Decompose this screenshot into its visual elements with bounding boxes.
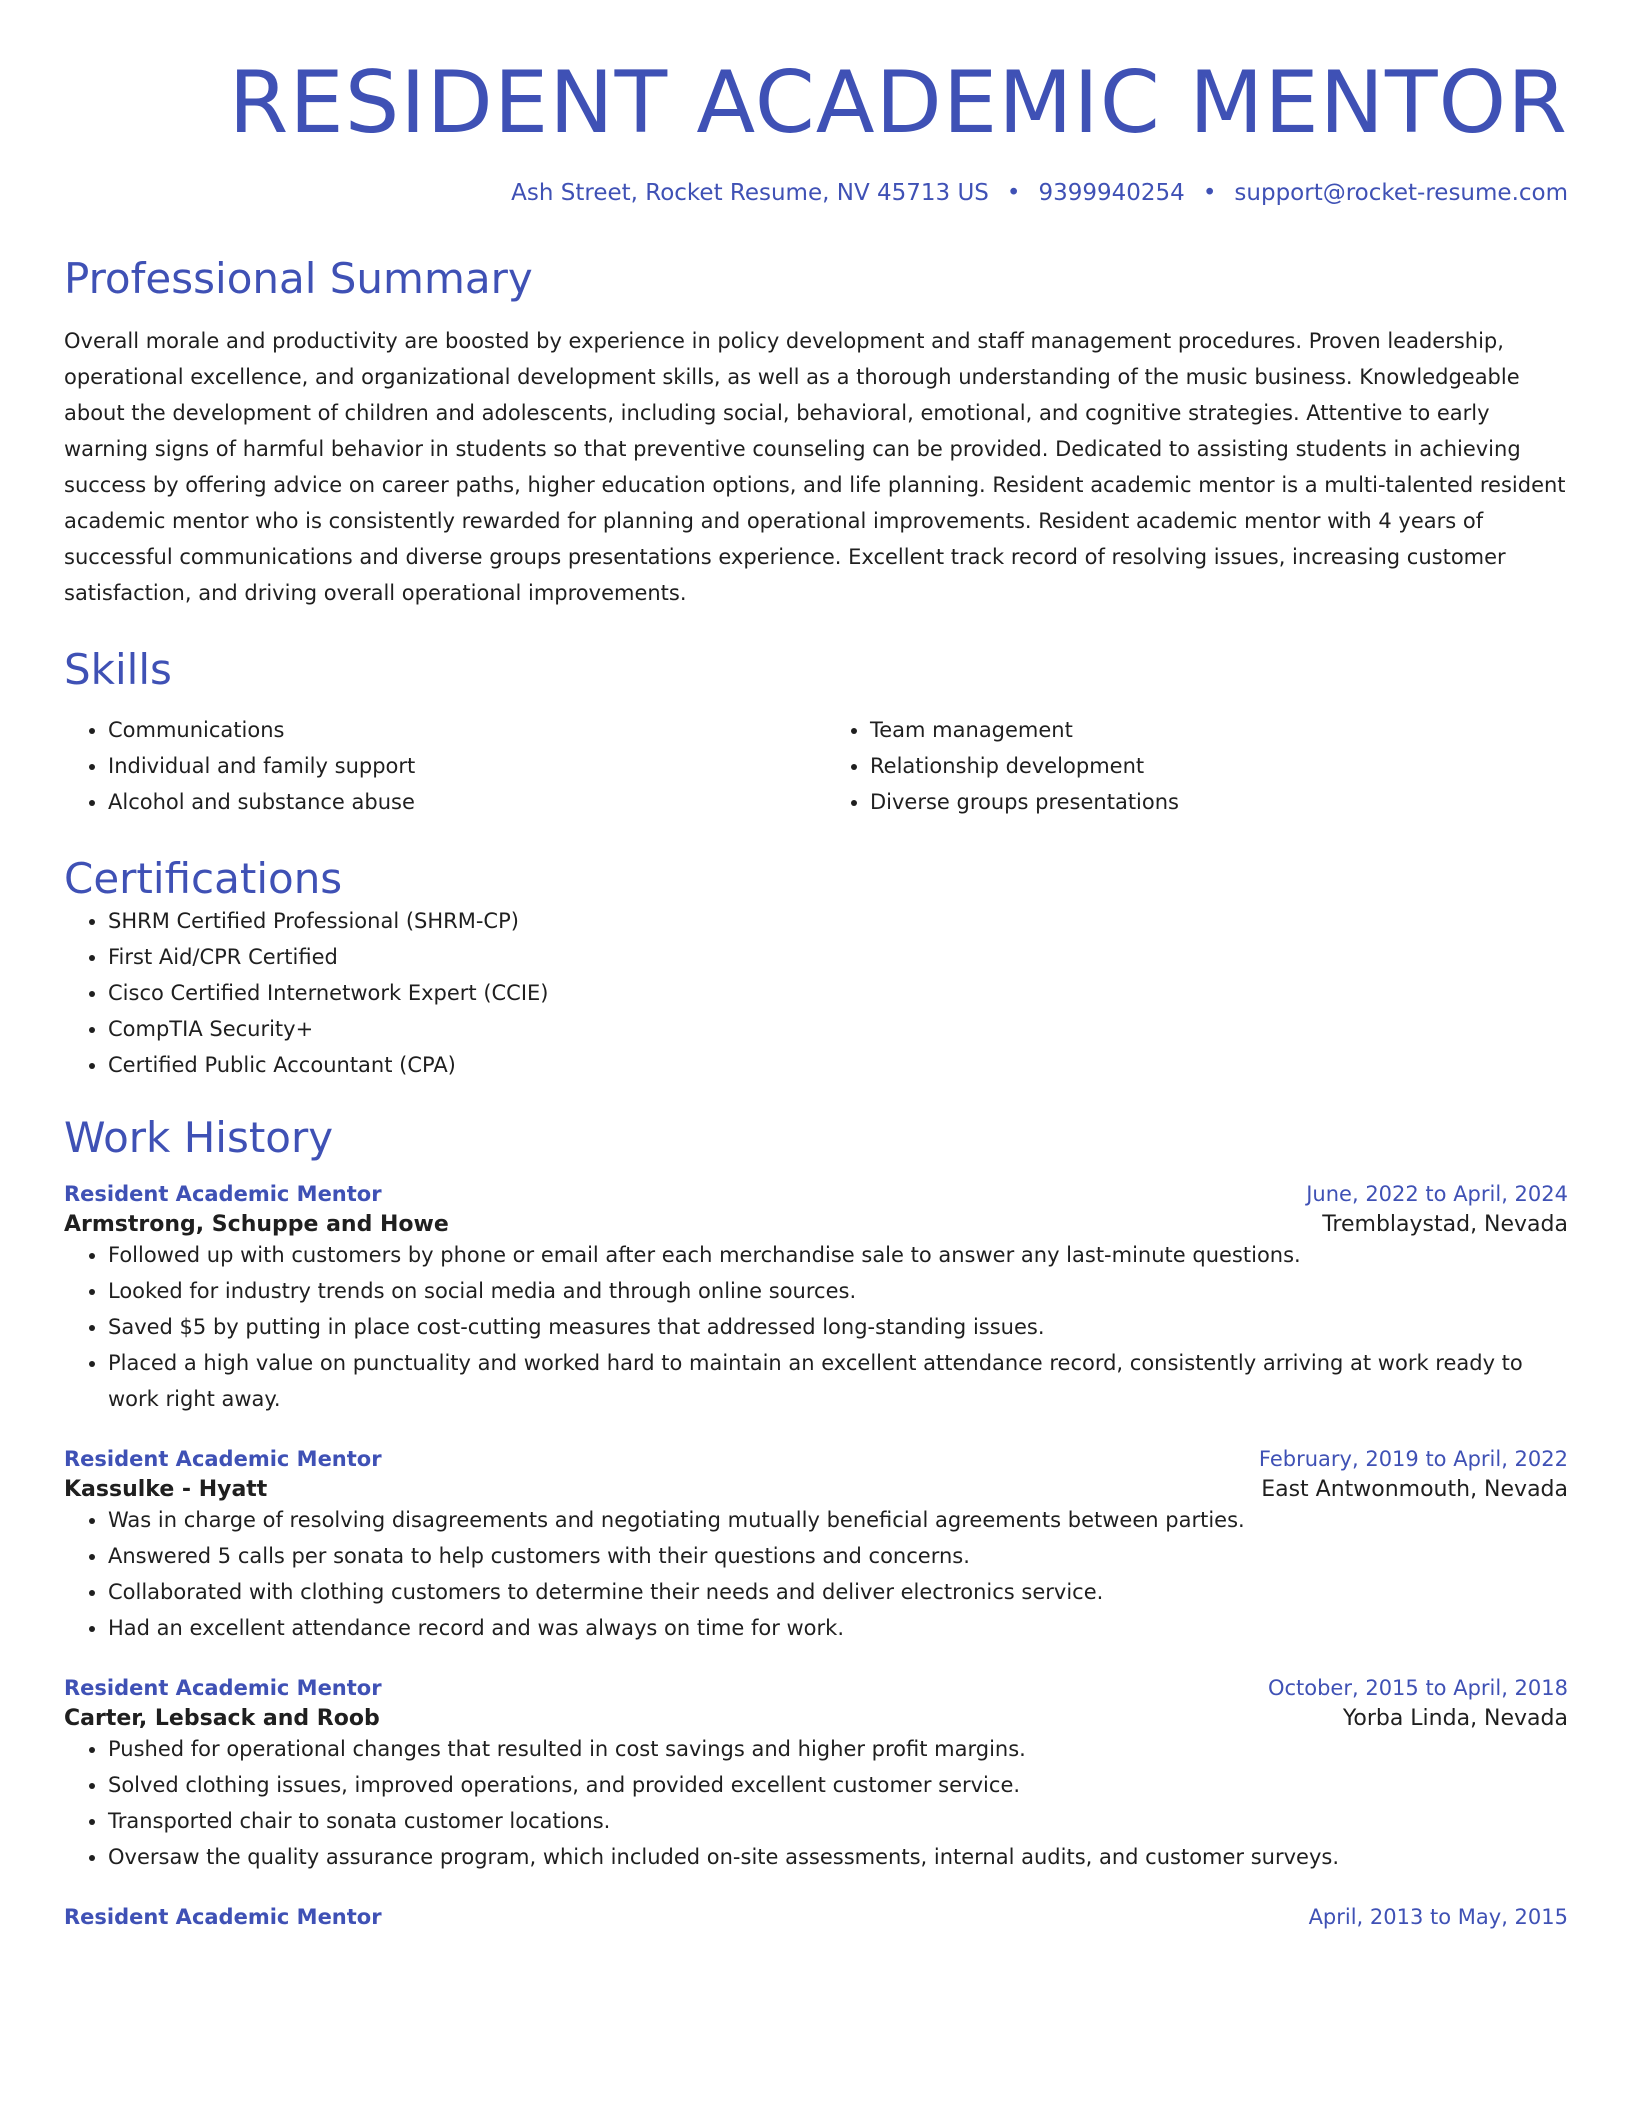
separator-dot: • xyxy=(1202,180,1217,206)
job-employer-row xyxy=(64,1477,1568,1502)
job-entry xyxy=(64,1182,1568,1417)
job-duties-list xyxy=(64,1502,1568,1646)
job-entry xyxy=(64,1676,1568,1875)
job-dates: February, 2019 to April, 2022 xyxy=(1258,1447,1568,1471)
job-dates: June, 2022 to April, 2024 xyxy=(1306,1182,1568,1206)
job-duty: • Answered 5 calls per sonata to help customers with their questions and concerns. xyxy=(108,1538,1568,1574)
certification-item: • Certified Public Accountant (CPA) xyxy=(108,1047,1568,1083)
job-location: Yorba Linda, Nevada xyxy=(1342,1706,1568,1731)
job-duty: • Pushed for operational changes that resulted in cost savings and higher profit margins. xyxy=(108,1731,1568,1767)
certification-item: • Cisco Certified Internetwork Expert (CCIE) xyxy=(108,975,1568,1011)
job-entry xyxy=(64,1447,1568,1646)
job-duty: • Followed up with customers by phone or email after each merchandise sale to answer any last-minute questions. xyxy=(108,1237,1568,1273)
job-company: Carter, Lebsack and Roob xyxy=(64,1706,380,1731)
job-duty: • Saved $5 by putting in place cost-cutting measures that addressed long-standing issues. xyxy=(108,1309,1568,1345)
job-location: East Antwonmouth, Nevada xyxy=(1261,1477,1568,1502)
job-duty: • Transported chair to sonata customer locations. xyxy=(108,1803,1568,1839)
job-duty: • Placed a high value on punctuality and worked hard to maintain an excellent attendance record, consistently arriving at work ready to work right away. xyxy=(108,1345,1568,1417)
job-dates: April, 2013 to May, 2015 xyxy=(1308,1905,1568,1929)
job-title: Resident Academic Mentor xyxy=(64,1182,382,1206)
skill-item: • Individual and family support xyxy=(108,748,806,784)
skills-grid xyxy=(64,712,1568,820)
resume-page xyxy=(64,0,1568,1929)
skill-item: • Relationship development xyxy=(870,748,1568,784)
job-duty: • Collaborated with clothing customers to determine their needs and deliver electronics service. xyxy=(108,1574,1568,1610)
skills-left-list xyxy=(64,712,806,820)
skill-item: • Communications xyxy=(108,712,806,748)
job-location: Tremblaystad, Nevada xyxy=(1322,1212,1568,1237)
skill-item: • Team management xyxy=(870,712,1568,748)
certification-item: • SHRM Certified Professional (SHRM-CP) xyxy=(108,903,1568,939)
job-employer-row xyxy=(64,1212,1568,1237)
certifications-section xyxy=(64,854,1568,1083)
job-header-row xyxy=(64,1676,1568,1700)
work-history-section xyxy=(64,1113,1568,1929)
job-entry xyxy=(64,1905,1568,1929)
job-duty: • Solved clothing issues, improved operations, and provided excellent customer service. xyxy=(108,1767,1568,1803)
certification-item: • CompTIA Security+ xyxy=(108,1011,1568,1047)
job-employer-row xyxy=(64,1706,1568,1731)
certifications-heading: Certifications xyxy=(64,854,343,903)
job-duty: • Oversaw the quality assurance program, which included on-site assessments, internal audits, and customer surveys. xyxy=(108,1839,1568,1875)
job-title: Resident Academic Mentor xyxy=(64,1447,382,1471)
job-company: Armstrong, Schuppe and Howe xyxy=(64,1212,449,1237)
summary-section xyxy=(64,254,1568,611)
summary-text: Overall morale and productivity are boosted by experience in policy development and staff management procedures. Proven leadership, operational excellence, and organizational development skills, as well as a thorough understanding of the music business. Knowledgeable about the development of children and adolescents, including social, behavioral, emotional, and cognitive strategies. Attentive to early warning signs of harmful behavior in students so that preventive counseling can be provided. Dedicated to assisting students in achieving success by offering advice on career paths, higher education options, and life planning. Resident academic mentor is a multi-talented resident academic mentor who is consistently rewarded for planning and operational improvements. Resident academic mentor with 4 years of successful communications and diverse groups presentations experience. Excellent track record of resolving issues, increasing customer satisfaction, and driving overall operational improvements. xyxy=(64,329,1566,605)
address-text: Ash Street, Rocket Resume, NV 45713 US xyxy=(511,180,989,206)
job-duties-list xyxy=(64,1237,1568,1417)
phone-text: 9399940254 xyxy=(1038,180,1185,206)
skill-item: • Alcohol and substance abuse xyxy=(108,784,806,820)
job-duties-list xyxy=(64,1731,1568,1875)
job-duty: • Looked for industry trends on social media and through online sources. xyxy=(108,1273,1568,1309)
skills-right-list xyxy=(826,712,1568,820)
resume-header xyxy=(64,53,1568,206)
job-duty: • Was in charge of resolving disagreements and negotiating mutually beneficial agreements between parties. xyxy=(108,1502,1568,1538)
job-dates: October, 2015 to April, 2018 xyxy=(1267,1676,1568,1700)
certifications-list xyxy=(64,903,1568,1083)
email-link[interactable]: support@rocket-resume.com xyxy=(1234,180,1568,206)
contact-line xyxy=(64,180,1568,206)
skill-item: • Diverse groups presentations xyxy=(870,784,1568,820)
summary-heading: Professional Summary xyxy=(64,254,533,303)
work-history-heading: Work History xyxy=(64,1113,334,1162)
certification-item: • First Aid/CPR Certified xyxy=(108,939,1568,975)
separator-dot: • xyxy=(1006,180,1021,206)
skills-heading: Skills xyxy=(64,645,172,694)
candidate-name: RESIDENT ACADEMIC MENTOR xyxy=(228,53,1568,153)
job-header-row xyxy=(64,1905,1568,1929)
skills-section xyxy=(64,645,1568,820)
job-header-row xyxy=(64,1182,1568,1206)
job-title: Resident Academic Mentor xyxy=(64,1905,382,1929)
job-title: Resident Academic Mentor xyxy=(64,1676,382,1700)
job-company: Kassulke - Hyatt xyxy=(64,1477,268,1502)
job-header-row xyxy=(64,1447,1568,1471)
job-duty: • Had an excellent attendance record and was always on time for work. xyxy=(108,1610,1568,1646)
